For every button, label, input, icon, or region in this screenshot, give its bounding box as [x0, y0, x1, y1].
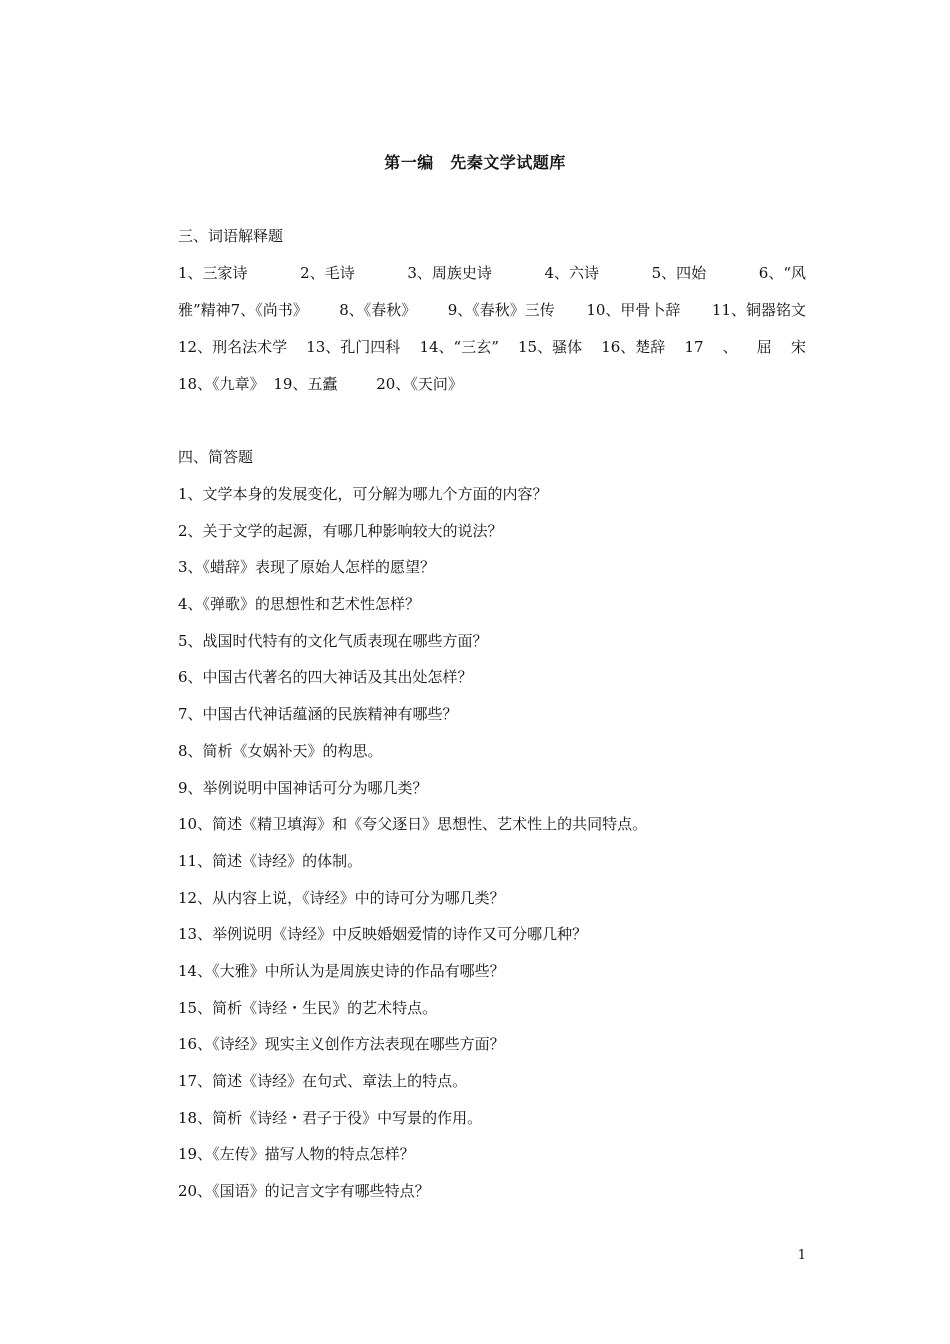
question-item: 2、关于文学的起源，有哪几种影响较大的说法？ — [178, 521, 503, 540]
term: 9、《春秋》三传 — [447, 301, 555, 319]
term: 5、四始 — [651, 264, 707, 282]
question-item: 12、从内容上说，《诗经》中的诗可分为哪几类？ — [178, 888, 505, 907]
term: 1、三家诗 — [178, 264, 248, 282]
page-title: 第一编 先秦文学试题库 — [384, 153, 566, 172]
term-line — [178, 299, 806, 336]
term: 13、孔门四科 — [306, 338, 401, 356]
question-item: 6、中国古代著名的四大神话及其出处怎样？ — [178, 668, 473, 687]
question-item: 3、《蜡辞》表现了原始人怎样的愿望？ — [178, 558, 436, 577]
page-number: 1 — [797, 1248, 806, 1263]
question-item: 15、简析《诗经・生民》的艺术特点。 — [178, 998, 438, 1017]
term: 16、楚辞 — [601, 338, 666, 356]
question-item: 14、《大雅》中所认为是周族史诗的作品有哪些？ — [178, 961, 505, 980]
question-item: 18、简析《诗经・君子于役》中写景的作用。 — [178, 1108, 483, 1127]
question-item: 10、简述《精卫填海》和《夸父逐日》思想性、艺术性上的共同特点。 — [178, 815, 648, 834]
term: 10、甲骨卜辞 — [586, 301, 681, 319]
term: 12、刑名法术学 — [178, 338, 288, 356]
question-item: 11、简述《诗经》的体制。 — [178, 851, 363, 870]
question-item: 4、《弹歌》的思想性和艺术性怎样？ — [178, 595, 421, 614]
term: 8、《春秋》 — [339, 301, 417, 319]
term: 2、毛诗 — [300, 264, 355, 282]
term: 宋 — [790, 338, 806, 356]
term-line — [178, 336, 806, 373]
term-line — [178, 262, 806, 299]
question-item: 19、《左传》描写人物的特点怎样？ — [178, 1145, 415, 1164]
section-heading-short-answer: 四、简答题 — [178, 448, 254, 466]
question-item: 7、中国古代神话蕴涵的民族精神有哪些？ — [178, 705, 458, 724]
term: 19、五蠹 — [273, 375, 338, 393]
question-item: 17、简述《诗经》在句式、章法上的特点。 — [178, 1072, 468, 1090]
section-heading-vocabulary: 三、词语解释题 — [178, 227, 284, 245]
question-item: 16、《诗经》现实主义创作方法表现在哪些方面？ — [178, 1035, 505, 1054]
term: 、 — [722, 338, 738, 356]
question-item: 8、简析《女娲补天》的构思。 — [178, 741, 383, 760]
term: 20、《天问》 — [376, 375, 463, 393]
term: 4、六诗 — [544, 264, 600, 282]
question-item: 5、战国时代特有的文化气质表现在哪些方面？ — [178, 631, 488, 650]
question-item: 9、举例说明中国神话可分为哪几类？ — [178, 778, 428, 797]
term: 雅”精神7、《尚书》 — [178, 301, 308, 319]
term-line — [178, 373, 806, 410]
term: 15、骚体 — [518, 338, 583, 356]
term: 屈 — [756, 338, 772, 356]
term: 11、铜器铭文 — [711, 301, 806, 319]
question-item: 20、《国语》的记言文字有哪些特点？ — [178, 1182, 430, 1201]
content — [178, 225, 806, 1217]
vocabulary-terms — [178, 262, 806, 410]
question-item: 1、文学本身的发展变化，可分解为哪九个方面的内容？ — [178, 485, 548, 503]
term: 3、周族史诗 — [407, 264, 492, 282]
term: 18、《九章》 — [178, 375, 265, 393]
term: 17 — [684, 338, 704, 356]
term: 6、“风 — [758, 264, 806, 282]
question-item: 13、举例说明《诗经》中反映婚姻爱情的诗作又可分哪几种？ — [178, 925, 588, 944]
question-list — [178, 483, 806, 1217]
term: 14、“三玄” — [419, 338, 499, 356]
